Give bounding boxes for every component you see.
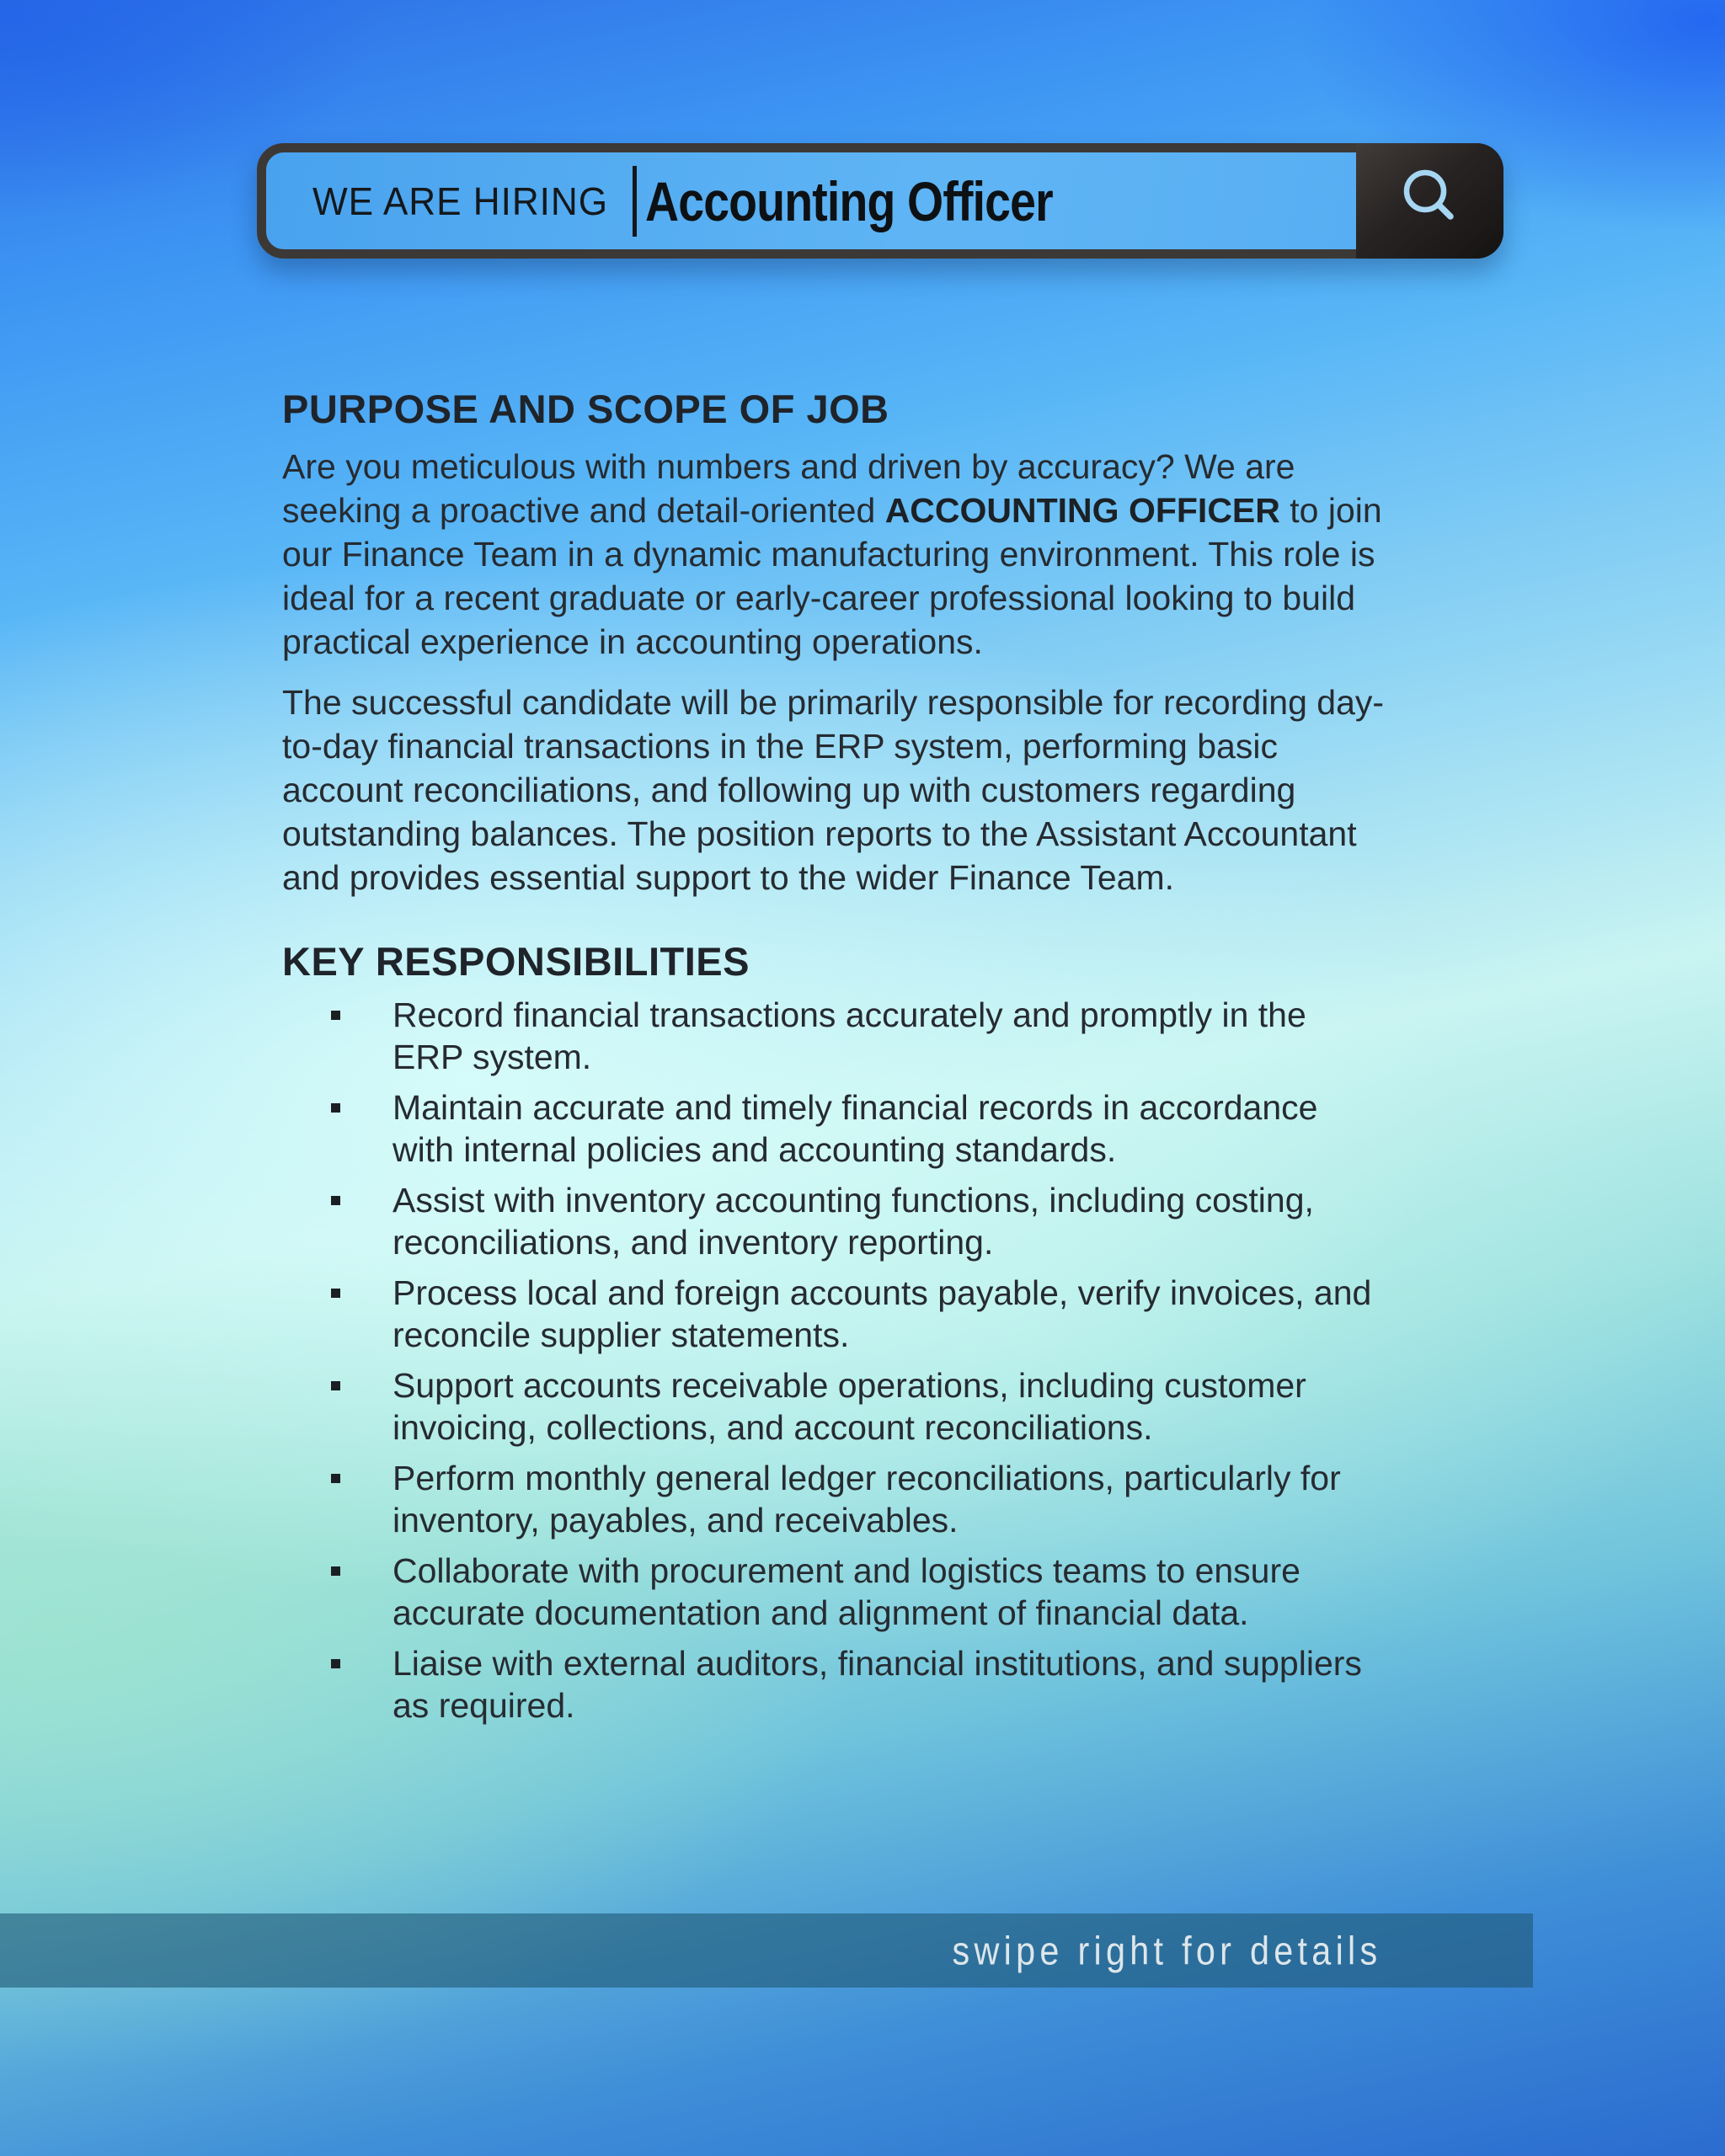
search-bar[interactable] — [257, 143, 1503, 259]
list-item — [331, 1457, 1386, 1541]
section-heading-responsibilities: KEY RESPONSIBILITIES — [282, 939, 750, 984]
paragraph-text: Are you meticulous with numbers and driven by accuracy? We are seeking a proactive and detail-oriented — [282, 447, 1295, 530]
paragraph-text: to join our Finance Team in a dynamic manufacturing environment. This role is ideal for a recent graduate or early-career professional looking to build practical experience in accounting operations. — [282, 491, 1382, 661]
list-item — [331, 994, 1386, 1078]
list-item — [331, 1364, 1386, 1449]
list-item-text: Maintain accurate and timely financial records in accordance with internal policies and accounting standards. — [393, 1088, 1318, 1169]
swipe-label: swipe right for details — [952, 1928, 1381, 1973]
purpose-paragraph-1 — [282, 445, 1386, 664]
bullet-icon — [331, 1474, 340, 1483]
bullet-icon — [331, 1381, 340, 1390]
bullet-icon — [331, 1011, 340, 1020]
list-item-text: Collaborate with procurement and logistics teams to ensure accurate documentation and alignment of financial data. — [393, 1551, 1300, 1632]
search-icon — [1396, 165, 1465, 237]
bullet-icon — [331, 1659, 340, 1668]
list-item — [331, 1642, 1386, 1726]
list-item-text: Process local and foreign accounts payable, verify invoices, and reconcile supplier statements. — [393, 1273, 1372, 1354]
list-item-text: Assist with inventory accounting functions, including costing, reconciliations, and inventory reporting. — [393, 1181, 1314, 1262]
purpose-paragraph-2: The successful candidate will be primarily responsible for recording day-to-day financial transactions in the ERP system, performing basic account reconciliations, and following up with customers regarding outstanding balances. The position reports to the Assistant Accountant and provides essential support to the wider Finance Team. — [282, 683, 1385, 897]
section-heading-purpose: PURPOSE AND SCOPE OF JOB — [282, 387, 889, 431]
bullet-icon — [331, 1289, 340, 1298]
list-item — [331, 1179, 1386, 1263]
job-title-emphasis: ACCOUNTING OFFICER — [884, 491, 1280, 530]
job-description — [282, 386, 1386, 1735]
job-title-query: Accounting Officer — [644, 169, 1053, 232]
list-item — [331, 1272, 1386, 1356]
divider — [633, 166, 637, 237]
bullet-icon — [331, 1196, 340, 1205]
bullet-icon — [331, 1103, 340, 1113]
bullet-icon — [331, 1566, 340, 1576]
list-item-text: Record financial transactions accurately and promptly in the ERP system. — [393, 995, 1306, 1076]
list-item-text: Perform monthly general ledger reconciliations, particularly for inventory, payables, and receivables. — [393, 1459, 1341, 1540]
search-button[interactable] — [1356, 143, 1503, 259]
list-item-text: Support accounts receivable operations, including customer invoicing, collections, and account reconciliations. — [393, 1366, 1306, 1447]
hiring-label: WE ARE HIRING — [312, 179, 609, 223]
list-item — [331, 1086, 1386, 1171]
swipe-bar[interactable] — [0, 1913, 1533, 1988]
list-item — [331, 1550, 1386, 1634]
list-item-text: Liaise with external auditors, financial institutions, and suppliers as required. — [393, 1644, 1362, 1725]
responsibilities-list — [282, 994, 1386, 1726]
